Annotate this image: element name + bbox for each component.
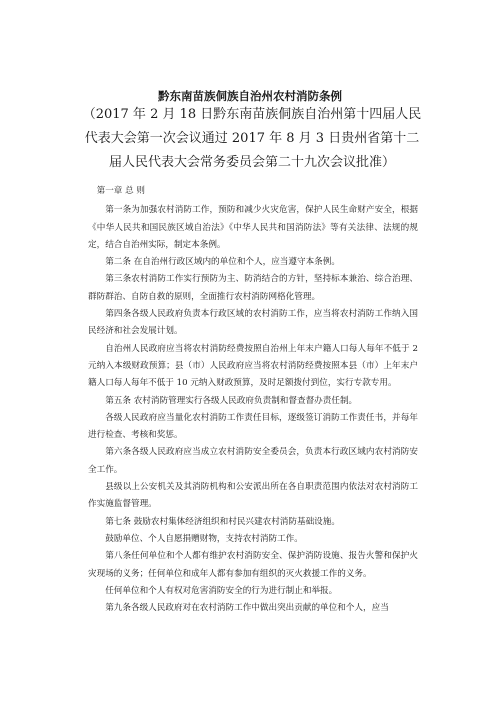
chapter-heading: 第一章 总 则	[96, 186, 146, 196]
paragraph: 第七条 鼓励农村集体经济组织和村民兴建农村消防基础设施。	[105, 516, 340, 527]
paragraph: 自治州人民政府应当将农村消防经费按照自治州上年末户籍人口每人每年不低于 2 元纳入本级财政预算；县（市）人民政府应当将农村消防经费按照本县（市）上年末户籍人口每人每年不低于 10 元纳入财政预算，及时足额拨付到位，实行专款专用。	[88, 343, 418, 389]
paragraph: 第八条任何单位和个人都有维护农村消防安全、保护消防设施、报告火警和保护火灾现场的义务；任何单位和成年人都有参加有组织的灭火救援工作的义务。	[88, 551, 418, 579]
paragraph: 第一条为加强农村消防工作，预防和减少火灾危害，保护人民生命财产安全，根据《中华人民共和国民族区域自治法》《中华人民共和国消防法》等有关法律、法规的规定，结合自治州实际，制定本条例。	[88, 205, 418, 250]
paragraph: 任何单位和个人有权对危害消防安全的行为进行制止和举报。	[105, 585, 338, 596]
paragraph: 第九条各级人民政府对在农村消防工作中做出突出贡献的单位和个人，应当	[105, 603, 389, 614]
paragraph: 第六条各级人民政府应当成立农村消防安全委员会，负责本行政区域内农村消防安全工作。	[88, 447, 418, 475]
document-subtitle: （2017 年 2 月 18 日黔东南苗族侗族自治州第十四届人民代表大会第一次会议通过 2017 年 8 月 3 日贵州省第十二届人民代表大会常务委员会第二十九次会议批准）	[82, 107, 422, 170]
paragraph: 各级人民政府应当量化农村消防工作责任目标，逐级签订消防工作责任书，并每年进行检查、考核和奖惩。	[88, 412, 418, 441]
paragraph: 第五条 农村消防管理实行各级人民政府负责制和督查督办责任制。	[105, 395, 358, 406]
document-body	[88, 183, 418, 617]
paragraph: 第四条各级人民政府负责本行政区域的农村消防工作，应当将农村消防工作纳入国民经济和社会发展计划。	[88, 309, 418, 337]
paragraph: 县级以上公安机关及其消防机构和公安派出所在各自职责范围内依法对农村消防工作实施监督管理。	[88, 482, 418, 510]
paragraph: 鼓励单位、个人自愿捐赠财物，支持农村消防工作。	[105, 533, 303, 544]
paragraph: 第二条 在自治州行政区域内的单位和个人，应当遵守本条例。	[105, 257, 340, 268]
paragraph: 第三条农村消防工作实行预防为主、防消结合的方针，坚持标本兼治、综合治理、群防群治、自防自救的原则，全面推行农村消防网格化管理。	[88, 274, 418, 302]
document-title: 黔东南苗族侗族自治州农村消防条例	[158, 89, 342, 103]
